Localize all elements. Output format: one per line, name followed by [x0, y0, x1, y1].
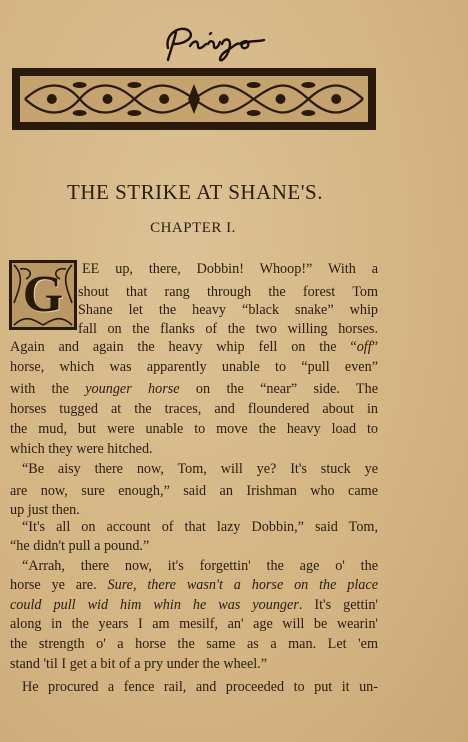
text-line	[78, 322, 378, 336]
text-line	[78, 285, 378, 299]
text-segment: which they were hitched.	[10, 441, 153, 457]
text-line	[10, 539, 149, 553]
text-line	[10, 484, 378, 498]
text-line	[22, 520, 378, 534]
text-segment: . It's gettin'	[298, 597, 378, 613]
text-segment: “Be aisy there now, Tom, will ye? It's stuck ye	[22, 461, 378, 477]
text-segment: the strength o' a horse the same as a man. Let 'em	[10, 636, 378, 652]
text-segment: on the “near” side. The	[179, 381, 378, 397]
text-segment: horse, which was apparently unable to “pull even”	[10, 359, 378, 375]
text-segment: “Arrah, there now, it's forgettin' the age o' the	[22, 558, 378, 574]
text-line	[82, 262, 378, 276]
chapter-heading: CHAPTER I.	[150, 220, 236, 236]
text-line	[22, 462, 378, 476]
text-line	[10, 442, 153, 456]
text-line	[10, 340, 378, 354]
floral-scroll-icon	[20, 76, 368, 122]
text-line	[10, 360, 378, 374]
text-segment: shout that rang through the forest Tom	[78, 284, 378, 300]
text-line	[10, 578, 378, 592]
text-line	[22, 680, 378, 694]
text-segment: up just then.	[10, 502, 80, 518]
italic-text: off	[356, 339, 372, 355]
text-segment: EE up, there, Dobbin! Whoop!” With a	[82, 261, 378, 277]
text-line	[10, 657, 267, 671]
text-segment: ”	[371, 339, 378, 355]
text-segment: fall on the flanks of the two willing horses.	[78, 321, 378, 337]
text-line	[10, 402, 378, 416]
text-segment: with the	[10, 381, 86, 397]
signature-paige	[160, 18, 270, 64]
ornamental-drop-cap	[9, 260, 77, 330]
text-line	[10, 617, 378, 631]
italic-text: Sure, there wasn't a horse on the place	[107, 577, 378, 593]
text-line	[22, 559, 378, 573]
text-segment: Shane let the heavy “black snake” whip	[78, 302, 378, 318]
text-segment: horse ye are.	[10, 577, 108, 593]
text-segment: “he didn't pull a pound.”	[10, 538, 150, 554]
text-segment: He procured a fence rail, and proceeded to put it un-	[22, 679, 378, 695]
text-line	[10, 598, 378, 612]
text-segment: along in the years I am mesilf, an' age will be wearin'	[10, 616, 378, 632]
italic-text: younger horse	[85, 381, 180, 397]
decorative-header-ornament	[12, 68, 376, 130]
text-line	[10, 422, 378, 436]
text-segment: stand 'til I get a bit of a pry under the wheel.”	[10, 656, 268, 672]
text-line	[10, 637, 378, 651]
text-line	[10, 382, 378, 396]
signature-handwriting	[160, 18, 270, 64]
page-title: THE STRIKE AT SHANE'S.	[67, 180, 323, 204]
text-segment: Again and again the heavy whip fell on the “	[10, 339, 357, 355]
text-segment: are now, sure enough,” said an Irishman who came	[10, 483, 378, 499]
text-line	[78, 303, 378, 317]
text-segment: the mud, but were unable to move the heavy load to	[10, 421, 378, 437]
drop-cap-letter: G	[22, 266, 64, 323]
text-line	[10, 503, 80, 517]
text-segment: “It's all on account of that lazy Dobbin,” said Tom,	[22, 519, 378, 535]
text-segment: horses tugged at the traces, and floundered about in	[10, 401, 378, 417]
italic-text: could pull wid him whin he was younger	[10, 597, 299, 613]
